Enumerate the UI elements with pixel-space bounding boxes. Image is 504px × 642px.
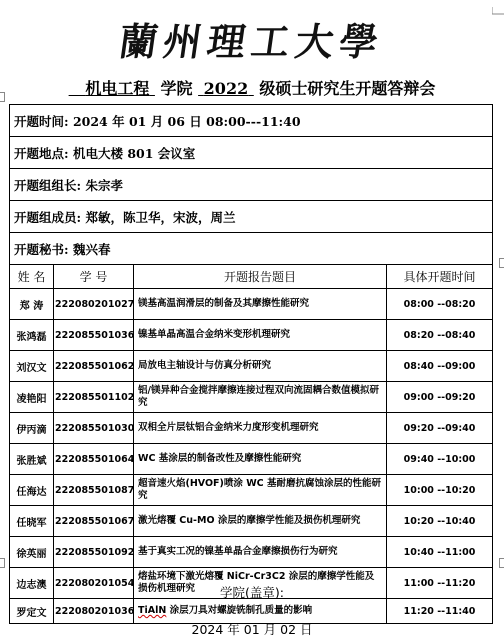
time-slot: 09:20 --09:40: [387, 413, 493, 444]
student-name: 凌艳阳: [10, 382, 54, 413]
table-row: [10, 537, 493, 568]
student-id: 222085501067: [54, 506, 134, 537]
college-seal-label: 学院(盖章):: [220, 585, 284, 600]
left-margin-mark: [0, 558, 5, 568]
student-id: 222085501062: [54, 351, 134, 382]
student-name: 张胜斌: [10, 444, 54, 475]
defense-schedule-table: [9, 104, 493, 624]
report-topic: TiAlN 涂层刀具对螺旋铣制孔质量的影响: [134, 599, 387, 624]
title-suffix: 级硕士研究生开题答辩会: [259, 79, 436, 98]
committee-leader: 开题组组长: 朱宗孝: [10, 169, 493, 201]
report-topic: 激光熔覆 Cu-MO 涂层的摩擦学性能及损伤机理研究: [134, 506, 387, 537]
student-name: 郑 涛: [10, 289, 54, 320]
left-margin-mark: [0, 92, 5, 102]
report-topic: 双相全片层钛铝合金纳米力度形变机理研究: [134, 413, 387, 444]
time-slot: 09:00 --09:20: [387, 382, 493, 413]
report-topic: 镁基高温润滑层的制备及其摩擦性能研究: [134, 289, 387, 320]
spellcheck-flagged-word: TiAlN: [138, 605, 167, 616]
time-slot: 10:20 --10:40: [387, 506, 493, 537]
student-id: 222085501092: [54, 537, 134, 568]
logo-text: 蘭州理工大學: [116, 18, 387, 64]
report-topic: 铝/镁异种合金搅拌摩擦连接过程双向流固耦合数值模拟研究: [134, 382, 387, 413]
student-name: 刘汉文: [10, 351, 54, 382]
report-topic: 熔盐环境下激光熔覆 NiCr-Cr3C2 涂层的摩擦学性能及损伤机理研究: [134, 568, 387, 599]
student-name: 边志澳: [10, 568, 54, 599]
title-college-word: 学院: [160, 79, 193, 98]
grade-year: 2022: [203, 79, 249, 98]
student-id: 222080201036: [54, 599, 134, 624]
report-topic: 镍基单晶高温合金纳米变形机理研究: [134, 320, 387, 351]
student-id: 222085501030: [54, 413, 134, 444]
report-topic: 基于真实工况的镍基单晶合金摩擦损伤行为研究: [134, 537, 387, 568]
time-slot: 11:20 --11:40: [387, 599, 493, 624]
report-topic: WC 基涂层的制备改性及摩擦性能研究: [134, 444, 387, 475]
time-slot: 10:00 --10:20: [387, 475, 493, 506]
student-id: 222085501102: [54, 382, 134, 413]
student-id: 222080201027: [54, 289, 134, 320]
column-header-name: 姓 名: [10, 265, 54, 289]
time-slot: 08:00 --08:20: [387, 289, 493, 320]
student-name: 任海达: [10, 475, 54, 506]
table-row: [10, 382, 493, 413]
column-header-time: 具体开题时间: [387, 265, 493, 289]
table-row: [10, 475, 493, 506]
student-name: 罗定文: [10, 599, 54, 624]
column-header-id: 学 号: [54, 265, 134, 289]
committee-members: 开题组成员: 郑敏，陈卫华，宋波，周兰: [10, 201, 493, 233]
defense-location: 开题地点: 机电大楼 801 会议室: [10, 137, 493, 169]
time-slot: 08:20 --08:40: [387, 320, 493, 351]
time-slot: 11:00 --11:20: [387, 568, 493, 599]
table-header-row: [10, 265, 493, 289]
college-name: 机电工程: [85, 79, 150, 98]
university-logo: [0, 10, 504, 66]
student-name: 伊丙滴: [10, 413, 54, 444]
corner-mark: [492, 0, 504, 8]
table-row: [10, 320, 493, 351]
student-name: 徐英丽: [10, 537, 54, 568]
defense-time: 开题时间: 2024 年 01 月 06 日 08:00---11:40: [10, 105, 493, 137]
table-row: [10, 289, 493, 320]
student-name: 任晓军: [10, 506, 54, 537]
column-header-topic: 开题报告题目: [134, 265, 387, 289]
right-margin-mark: [499, 558, 504, 568]
table-row: [10, 413, 493, 444]
committee-secretary: 开题秘书: 魏兴春: [10, 233, 493, 265]
time-slot: 09:40 --10:00: [387, 444, 493, 475]
issue-date: 2024 年 01 月 02 日: [191, 622, 313, 637]
time-slot: 10:40 --11:00: [387, 537, 493, 568]
table-row: [10, 444, 493, 475]
table-row: [10, 506, 493, 537]
page-title: [0, 76, 504, 99]
report-topic: 局放电主轴设计与仿真分析研究: [134, 351, 387, 382]
student-id: 222085501087: [54, 475, 134, 506]
student-name: 张鸿磊: [10, 320, 54, 351]
report-topic: 超音速火焰(HVOF)喷涂 WC 基耐磨抗腐蚀涂层的性能研究: [134, 475, 387, 506]
student-id: 222080201054: [54, 568, 134, 599]
time-slot: 08:40 --09:00: [387, 351, 493, 382]
student-id: 222085501064: [54, 444, 134, 475]
right-margin-mark: [499, 258, 504, 268]
student-id: 222085501036: [54, 320, 134, 351]
table-row: [10, 351, 493, 382]
